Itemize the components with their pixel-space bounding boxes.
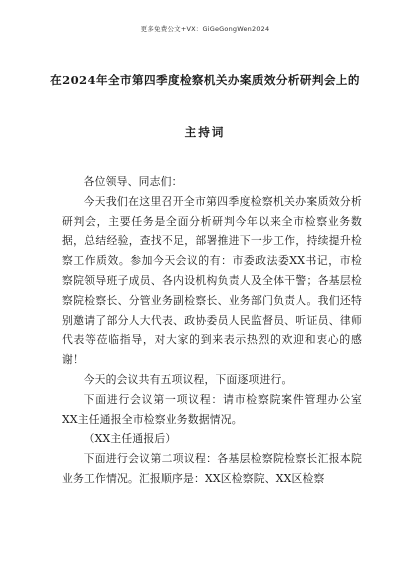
opening-paragraph: 今天我们在这里召开全市第四季度检察机关办案质效分析研判会，主要任务是全面分析研判今年以来全市检察业务数据，总结经验，查找不足，部署推进下一步工作，持续提升检察工作质效。参加今天会议的有：市委政法委XX书记，市检察院领导班子成员、各内设机构负责人及全体干警；各基层检察院检察长、分管业务副检察长、业务部门负责人。我们还特别邀请了部分人大代表、政协委员人民监督员、听证员、律师代表等莅临指导，对大家的到来表示热烈的欢迎和衷心的感谢！ [62, 194, 362, 367]
document-subtitle: 主持词 [184, 125, 226, 139]
agenda-intro: 今天的会议共有五项议程，下面逐项进行。 [83, 372, 293, 386]
salutation: 各位领导、同志们： [83, 175, 183, 188]
agenda-note: （XX主任通报后） [83, 432, 177, 446]
agenda-item-2: 下面进行会议第二项议程：各基层检察院检察长汇报本院业务工作情况。汇报顺序是：XX区检察院、XX区检察 [62, 452, 362, 485]
document-title: 在2024年全市第四季度检察机关办案质效分析研判会上的 [50, 73, 360, 87]
watermark-text: 更多免费公文+VX：GiGeGongWen2024 [140, 25, 270, 33]
document-body [62, 172, 362, 489]
agenda-item-1: 下面进行会议第一项议程：请市检察院案件管理办公室XX主任通报全市检察业务数据情况。 [62, 392, 362, 426]
